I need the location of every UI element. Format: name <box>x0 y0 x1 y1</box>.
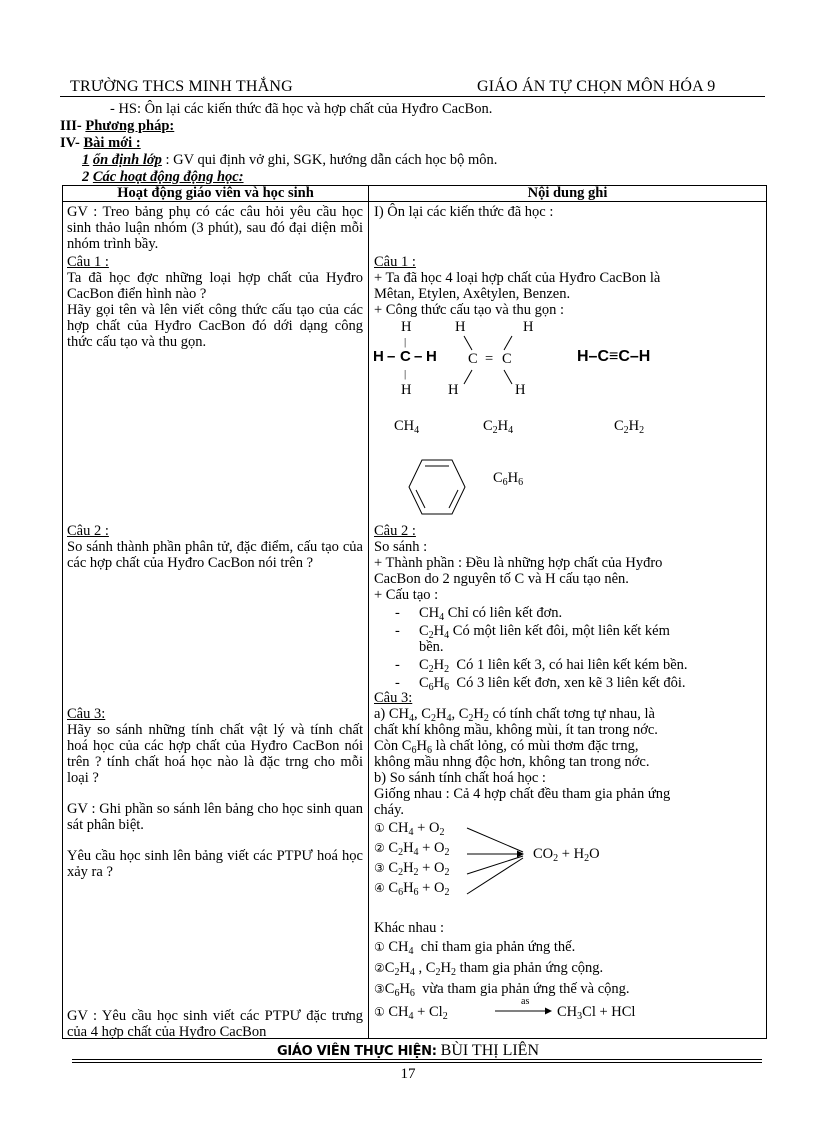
num-3-icon: ③ <box>374 982 385 996</box>
a2-item-3-text: Có 1 liên kết 3, có hai liên kết kém bền. <box>456 657 688 673</box>
c2h2-c: C <box>419 657 429 673</box>
section-4-title: Bài mới : <box>83 135 141 151</box>
c2h2-sub1: 2 <box>398 867 404 878</box>
ch4-sub: 4 <box>409 713 415 724</box>
c2h2-sub1: 2 <box>435 967 441 978</box>
methane-c: C <box>400 348 411 365</box>
q2-label: Câu 2 : <box>67 523 109 539</box>
c2h4-c: C <box>388 840 399 856</box>
a2-line-1: So sánh : <box>374 539 428 555</box>
bullet: - <box>395 675 400 691</box>
c2h4-c: C <box>421 706 431 722</box>
c6h6-c: C <box>419 675 429 691</box>
a2-item-2 <box>419 623 670 639</box>
c2h2-sub1: 2 <box>468 713 474 724</box>
combustion-product <box>533 846 600 862</box>
item-1-text: : GV qui định vở ghi, SGK, hướng dẫn cách học bộ môn. <box>165 152 498 168</box>
a3-prefix: a) <box>374 706 386 722</box>
a1-line-2: Mêtan, Etylen, Axêtylen, Benzen. <box>374 286 571 302</box>
num-1-icon: ① <box>374 1005 385 1019</box>
methane-bond-bottom: | <box>404 368 407 380</box>
q1-text-1: Ta đã học đợc những loại hợp chất của Hyđro CacBon điển hình nào ? <box>67 270 363 302</box>
num-1-icon: ① <box>374 821 385 835</box>
a2-item-4-text: Có 3 liên kết đơn, xen kẽ 3 liên kết đôi. <box>456 675 686 691</box>
ethylene-bonds <box>444 332 554 392</box>
a3-line-5: b) So sánh tính chất hoá học : <box>374 770 546 786</box>
a2-bullet-1 <box>395 605 400 621</box>
c2h4-sub2: 4 <box>508 425 514 436</box>
reaction-2 <box>374 840 449 856</box>
col-header-activities: Hoạt động giáo viên và học sinh <box>63 186 369 202</box>
ethylene-double-bond: = <box>485 351 494 367</box>
c2h4-h: H <box>403 840 414 856</box>
section-3-num: III- <box>60 118 82 134</box>
c6h6-h: H <box>399 981 410 997</box>
c2h4-sub2: 4 <box>409 967 415 978</box>
a3-line-3-text: là chất lỏng, có mùi thơm đặc trng, <box>435 738 639 754</box>
c2h4-sub2: 4 <box>444 630 450 641</box>
num-1-icon: ① <box>374 940 385 954</box>
c2h4-h: H <box>497 418 509 434</box>
ethylene-c-2: C <box>502 351 512 367</box>
section-4 <box>60 135 141 152</box>
c2h2-c: C <box>388 860 399 876</box>
methane-bond-left: – <box>387 348 396 365</box>
ethylene-h-3: H <box>448 382 459 398</box>
diff-3 <box>374 981 630 997</box>
q2-text: So sánh thành phần phân tử, đặc điểm, cấu tạo của các hợp chất của Hyđro CacBon nói trên ? <box>67 539 363 571</box>
footer-rule-2 <box>72 1062 762 1063</box>
hs-line: - HS: Ôn lại các kiến thức đã học và hợp chất của Hyđro CacBon. <box>110 101 493 117</box>
school-name: TRƯỜNG THCS MINH THẮNG <box>70 78 293 95</box>
ch3cl-tail: Cl + HCl <box>582 1004 636 1020</box>
c2h2-c: C <box>425 960 436 976</box>
c2h4-c: C <box>419 623 429 639</box>
o2-sub: 2 <box>439 827 445 838</box>
c2h2-sub2: 2 <box>483 713 489 724</box>
ch4-sub: 4 <box>414 425 420 436</box>
q3-gv: GV : Ghi phần so sánh lên bảng cho học sinh quan sát phân biệt. <box>67 801 363 833</box>
left-column <box>63 202 369 1039</box>
a3-line-1: a) $CH_4$, $C_2H_4$, $C_2H_2$ có tính chất tơng tự nhau, là <box>374 706 655 724</box>
a2-item-1 <box>419 605 562 621</box>
a2-item-2-cont: bền. <box>419 639 444 655</box>
ch4-sub: 4 <box>408 1011 414 1022</box>
diff-3-text: vừa tham gia phản ứng thế và cộng. <box>422 981 630 997</box>
num-4-icon: ④ <box>374 881 385 895</box>
c6h6-c: C <box>493 470 503 486</box>
methane-bond-right: – <box>414 348 423 365</box>
last-reaction-right <box>557 1004 635 1020</box>
review-title: I) Ôn lại các kiến thức đã học : <box>374 204 554 220</box>
c2h4-h: H <box>399 960 410 976</box>
a2-line-2: + Thành phần : Đều là những hợp chất của Hyđro <box>374 555 663 571</box>
a2-item-2-text: Có một liên kết đôi, một liên kết kém <box>452 623 670 639</box>
ch4-base: CH <box>388 939 409 955</box>
item-1 <box>82 152 497 169</box>
footer-label: GIÁO VIÊN THỰC HIỆN: <box>276 1044 437 1059</box>
c6h6-h: H <box>416 738 427 754</box>
a3-line-2: chất khí không mầu, không mùi, ít tan trong nớc. <box>374 722 658 738</box>
cl2-sub: 2 <box>442 1011 448 1022</box>
plus-o2: + O <box>422 860 445 876</box>
a3-line-3 <box>374 738 639 754</box>
formula-ch4 <box>394 418 419 434</box>
diff-1-text: chỉ tham gia phản ứng thế. <box>420 939 576 955</box>
ch4-sub: 4 <box>408 827 414 838</box>
a1-line-3: + Công thức cấu tạo và thu gọn : <box>374 302 565 318</box>
footer-name: BÙI THỊ LIÊN <box>440 1042 540 1059</box>
section-3 <box>60 118 174 135</box>
a2-item-4 <box>419 675 686 691</box>
ethylene-c-1: C <box>468 351 478 367</box>
c2h2-sub2: 2 <box>413 867 419 878</box>
converging-arrows <box>465 824 527 896</box>
benzene-ring <box>407 456 467 518</box>
c6h6-sub2: 6 <box>444 682 450 693</box>
c2h4-c: C <box>483 418 493 434</box>
diff-2-text: tham gia phản ứng cộng. <box>459 960 604 976</box>
item-2 <box>82 169 244 186</box>
reaction-1 <box>374 820 444 836</box>
acetylene-formula: H–C≡C–H <box>577 348 651 365</box>
a2-bullet-3 <box>395 657 400 673</box>
c6h6-h: H <box>433 675 445 691</box>
c6h6-c: C <box>384 981 395 997</box>
o2-sub: 2 <box>444 887 450 898</box>
a3-label: Câu 3: <box>374 690 413 706</box>
q3-text: Hãy so sánh những tính chất vật lý và tính chất hoá học của các hợp chất của Hyđro CacBon nói trên ? tính chất hoá học nào là đặc trng cho mỗi loại ? <box>67 722 363 786</box>
a2-item-3 <box>419 657 688 673</box>
ethylene-h-2: H <box>523 319 534 335</box>
c6h6-h: H <box>507 470 519 486</box>
item-2-num: 2 <box>82 169 90 185</box>
formula-c2h4 <box>483 418 513 434</box>
comma: , <box>414 960 426 976</box>
c2h2-c: C <box>614 418 624 434</box>
ch4-base: CH <box>419 605 440 621</box>
num-2-icon: ② <box>374 841 385 855</box>
ch4-sub: 4 <box>408 946 414 957</box>
a3-line-4: không mầu nhng độc hơn, không tan trong nớc. <box>374 754 650 770</box>
methane-h-left: H <box>373 348 384 365</box>
c2h4-sub1: 2 <box>398 847 404 858</box>
bullet: - <box>395 623 400 639</box>
header-rule <box>60 96 765 97</box>
c6h6-sub2: 6 <box>413 887 419 898</box>
a1-label: Câu 1 : <box>374 254 416 270</box>
ch4-sub: 4 <box>439 612 445 623</box>
item-1-num: 1 <box>82 152 90 168</box>
c6h6-c: C <box>388 880 399 896</box>
c2h2-sub2: 2 <box>639 425 645 436</box>
c2h4-sub1: 2 <box>428 630 434 641</box>
c6h6-sub1: 6 <box>394 988 400 999</box>
a2-item-1-text: Chỉ có liên kết đơn. <box>447 605 563 621</box>
section-4-num: IV- <box>60 135 80 151</box>
plus-o2: + O <box>417 820 440 836</box>
q1-label: Câu 1 : <box>67 254 109 270</box>
c2h4-sub1: 2 <box>492 425 498 436</box>
col-header-content: Nội dung ghi <box>369 186 767 202</box>
diff-1 <box>374 939 575 955</box>
h2o-sub: 2 <box>584 853 590 864</box>
co2-sub: 2 <box>553 853 559 864</box>
formula-c2h2 <box>614 418 644 434</box>
o2-sub: 2 <box>444 867 450 878</box>
a2-bullet-4 <box>395 675 400 691</box>
a3-line-1-text: có tính chất tơng tự nhau, là <box>492 706 655 722</box>
a3-line-6: Giống nhau : Cả 4 hợp chất đều tham gia phản ứng <box>374 786 671 802</box>
co2: CO <box>533 846 554 862</box>
lesson-table <box>62 185 767 1039</box>
q3-label: Câu 3: <box>67 706 106 722</box>
reaction-arrow-icon <box>495 1006 553 1016</box>
diff-2 <box>374 960 603 976</box>
gv-last: GV : Yêu cầu học sinh viết các PTPƯ đặc trưng của 4 hợp chất của Hyđro CacBon <box>67 1008 363 1038</box>
plus-o2: + O <box>422 880 445 896</box>
c6h6-c: C <box>401 738 412 754</box>
c2h4-sub1: 2 <box>430 713 436 724</box>
h2o-o: O <box>589 846 600 862</box>
num-2-icon: ② <box>374 961 385 975</box>
a3-line-7: cháy. <box>374 802 405 818</box>
page-number: 17 <box>400 1066 416 1082</box>
reaction-3 <box>374 860 449 876</box>
o2-sub: 2 <box>444 847 450 858</box>
a2-bullet-2 <box>395 623 400 639</box>
c2h2-h: H <box>628 418 640 434</box>
section-3-title: Phương pháp: <box>85 118 175 134</box>
last-reaction-left <box>374 1004 448 1020</box>
c6h6-sub1: 6 <box>411 745 417 756</box>
item-1-title: ổn định lớp <box>92 152 162 168</box>
plus-h: + H <box>558 846 585 862</box>
plus-o2: + O <box>422 840 445 856</box>
a1-line-1: + Ta đã học 4 loại hợp chất của Hyđro CacBon là <box>374 270 661 286</box>
a2-line-3: CacBon do 2 nguyên tố C và H cấu tạo nên. <box>374 571 629 587</box>
c2h2-c: C <box>458 706 469 722</box>
bullet: - <box>395 657 400 673</box>
num-3-icon: ③ <box>374 861 385 875</box>
q3-ptpu: Yêu cầu học sinh lên bảng viết các PTPƯ hoá học xảy ra ? <box>67 848 363 880</box>
c6h6-h: H <box>403 880 414 896</box>
c2h2-h: H <box>433 657 445 673</box>
c6h6-sub1: 6 <box>398 887 404 898</box>
c2h2-h: H <box>440 960 451 976</box>
methane-bond-top: | <box>404 336 407 348</box>
methane-h-bottom: H <box>401 382 412 398</box>
methane-h-right: H <box>426 348 437 365</box>
c6h6-sub2: 6 <box>409 988 415 999</box>
c2h4-sub2: 4 <box>446 713 452 724</box>
right-column <box>369 202 767 1039</box>
item-2-title: Các hoạt động động học: <box>92 169 244 185</box>
ethylene-h-4: H <box>515 382 526 398</box>
a3-line-3-prefix: Còn <box>374 738 399 754</box>
ch4-base: CH <box>388 820 409 836</box>
formula-c6h6 <box>493 470 523 486</box>
c2h4-sub1: 2 <box>394 967 400 978</box>
c2h2-sub2: 2 <box>450 967 456 978</box>
c2h2-sub1: 2 <box>428 664 434 675</box>
c2h2-sub2: 2 <box>444 664 450 675</box>
plus-cl: + Cl <box>413 1004 443 1020</box>
c2h2-sub1: 2 <box>623 425 629 436</box>
ch3cl-sub: 3 <box>577 1011 583 1022</box>
c2h4-h: H <box>433 623 445 639</box>
ch4-base: CH <box>388 706 410 722</box>
ch4-base: CH <box>394 418 415 434</box>
ch4-base: CH <box>388 1004 409 1020</box>
c6h6-sub1: 6 <box>502 477 508 488</box>
c2h4-sub2: 4 <box>413 847 419 858</box>
a2-label: Câu 2 : <box>374 523 416 539</box>
ch3cl-c: CH <box>557 1004 578 1020</box>
light-condition: as <box>521 996 530 1007</box>
c6h6-sub2: 6 <box>518 477 524 488</box>
diff-title: Khác nhau : <box>374 920 445 936</box>
ethylene-h-1: H <box>455 319 466 335</box>
gv-intro: GV : Treo bảng phụ có các câu hỏi yêu cầu học sinh thảo luận nhóm (3 phút), sau đó đại diện mỗi nhóm trình bầy. <box>67 204 363 252</box>
subject-title: GIÁO ÁN TỰ CHỌN MÔN HÓA 9 <box>477 78 716 95</box>
footer-teacher <box>0 1042 816 1060</box>
bullet: - <box>395 605 400 621</box>
c6h6-sub2: 6 <box>426 745 432 756</box>
methane-h-top: H <box>401 319 412 335</box>
c2h2-h: H <box>403 860 414 876</box>
c6h6-sub1: 6 <box>428 682 434 693</box>
a2-line-4: + Cấu tạo : <box>374 587 439 603</box>
reaction-4 <box>374 880 449 896</box>
q1-text-2: Hãy gọi tên và lên viết công thức cấu tạo của các hợp chất của Hyđro CacBon đó dới dạng công thức cấu tạo và thu gọn. <box>67 302 363 350</box>
c2h4-h: H <box>435 706 447 722</box>
footer-rule-1 <box>72 1059 762 1060</box>
c2h4-c: C <box>384 960 395 976</box>
c2h2-h: H <box>473 706 484 722</box>
